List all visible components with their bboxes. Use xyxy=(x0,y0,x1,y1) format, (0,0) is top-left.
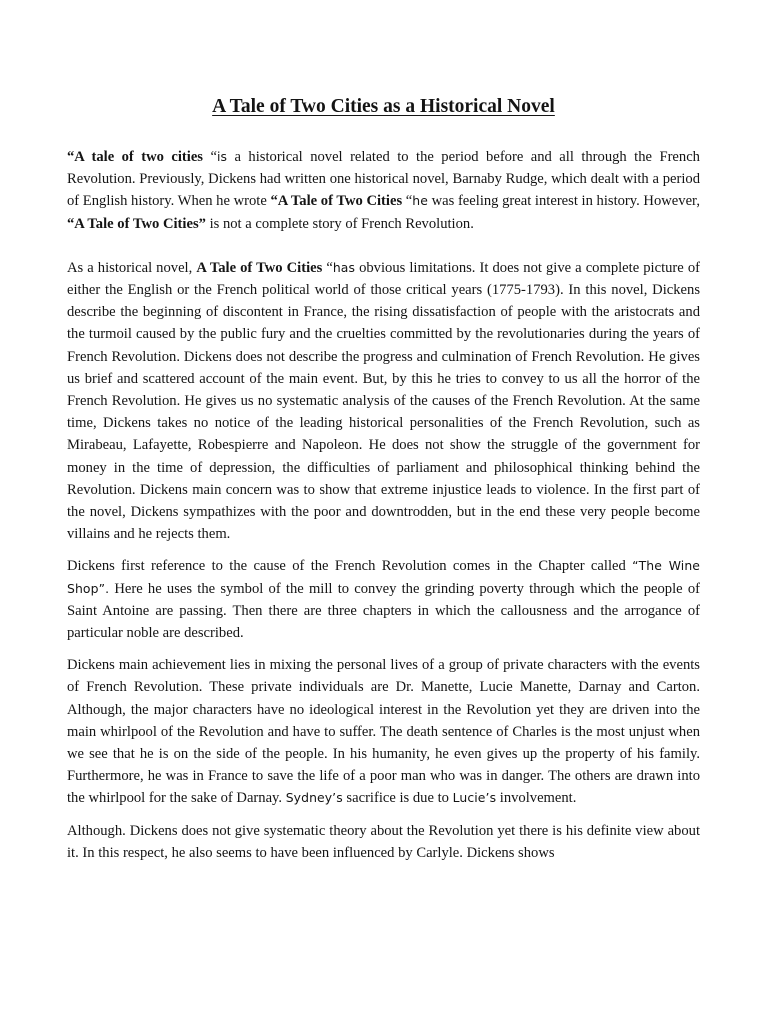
text-run: Dickens main achievement lies in mixing the personal lives of a group of private characters with the events of French Revolution. These private individuals are Dr. Manette, Lucie Manette, Darnay and Carton. Although, the major characters have no ideological interest in the Revolution yet they are driven into the main whirlpool of the Revolution and have to suffer. The death sentence of Charles is the most unjust when we see that he is on the side of the people. In his humanity, he even gives up the property of his family. Furthermore, he was in France to save the life of a poor man who was in danger. The others are drawn into the whirlpool for the sake of Darnay. xyxy=(67,657,700,807)
document-body xyxy=(67,94,700,864)
text-run: Dickens first reference to the cause of the French Revolution comes in the Chapter called xyxy=(67,558,633,575)
text-run: “ xyxy=(402,193,413,210)
text-run: As a historical novel, xyxy=(67,259,197,276)
text-run-alt-font: “The Wine Shop”. xyxy=(67,558,700,596)
text-run: Although. Dickens does not give systematic theory about the Revolution yet there is his definite view about it. In this respect, he also seems to have been influenced by Carlyle. Dickens shows xyxy=(67,822,700,861)
text-run: obvious limitations. It does not give a complete picture of either the English or the French political world of those critical years (1775-1793). In this novel, Dickens describe the beginning of discontent in France, the rising dissatisfaction of people with the aristocrats and the turmoil caused by the public fury and the cruelties committed by the revolutionaries during the years of French Revolution. Dickens does not describe the progress and culmination of French Revolution. He gives us brief and scattered account of the main event. But, by this he tries to convey to us all the horror of the French Revolution. He gives us no systematic analysis of the causes of the French Revolution. At the same time, Dickens takes no notice of the leading historical personalities of the French Revolution, such as Mirabeau, Lafayette, Robespierre and Napoleon. He does not show the struggle of the government for money in the time of depression, the difficulties of parliament and philosophical thinking behind the Revolution. Dickens main concern was to show that extreme injustice leads to violence. In the first part of the novel, Dickens sympathizes with the poor and downtrodden, but in the end these very people become villains and he rejects them. xyxy=(67,259,700,543)
text-run-alt-font: is xyxy=(216,149,228,164)
bold-phrase: “A Tale of Two Cities” xyxy=(67,215,206,232)
text-run-alt-font: he xyxy=(412,193,428,209)
bold-phrase: A tale of two cities xyxy=(74,149,203,165)
paragraph-achievement xyxy=(67,654,700,809)
text-run: sacrifice is due to xyxy=(342,790,453,807)
bold-phrase: “A Tale of Two Cities xyxy=(270,193,403,210)
text-run: is not a complete story of French Revolution. xyxy=(205,215,474,232)
paragraph-limitations xyxy=(67,257,700,546)
bold-phrase: “ xyxy=(67,149,75,165)
text-run-alt-font: has xyxy=(332,259,356,275)
text-run-alt-font: Sydney’s xyxy=(285,790,343,806)
text-run: “ xyxy=(203,149,217,165)
paragraph-intro xyxy=(67,146,700,235)
text-run: was feeling great interest in history. However, xyxy=(427,193,700,210)
text-run: involvement. xyxy=(496,790,577,807)
bold-phrase: A Tale of Two Cities xyxy=(196,259,323,276)
text-run: “ xyxy=(322,259,333,276)
paragraph-wine-shop xyxy=(67,555,700,644)
text-run: a historical novel related to the period before and all through the French Revolution. Previously, Dickens had written one historical novel, Barnaby Rudge, which dealt with a period of English history. When he wrote xyxy=(67,149,700,210)
document-title: A Tale of Two Cities as a Historical Novel xyxy=(212,96,555,117)
paragraph-carlyle xyxy=(67,820,700,864)
text-run: Here he uses the symbol of the mill to convey the grinding poverty through which the people of Saint Antoine are passing. Then there are three chapters in which the callousness and the arrogance of particular noble are described. xyxy=(67,580,700,642)
text-run-alt-font: Lucie’s xyxy=(452,790,497,806)
